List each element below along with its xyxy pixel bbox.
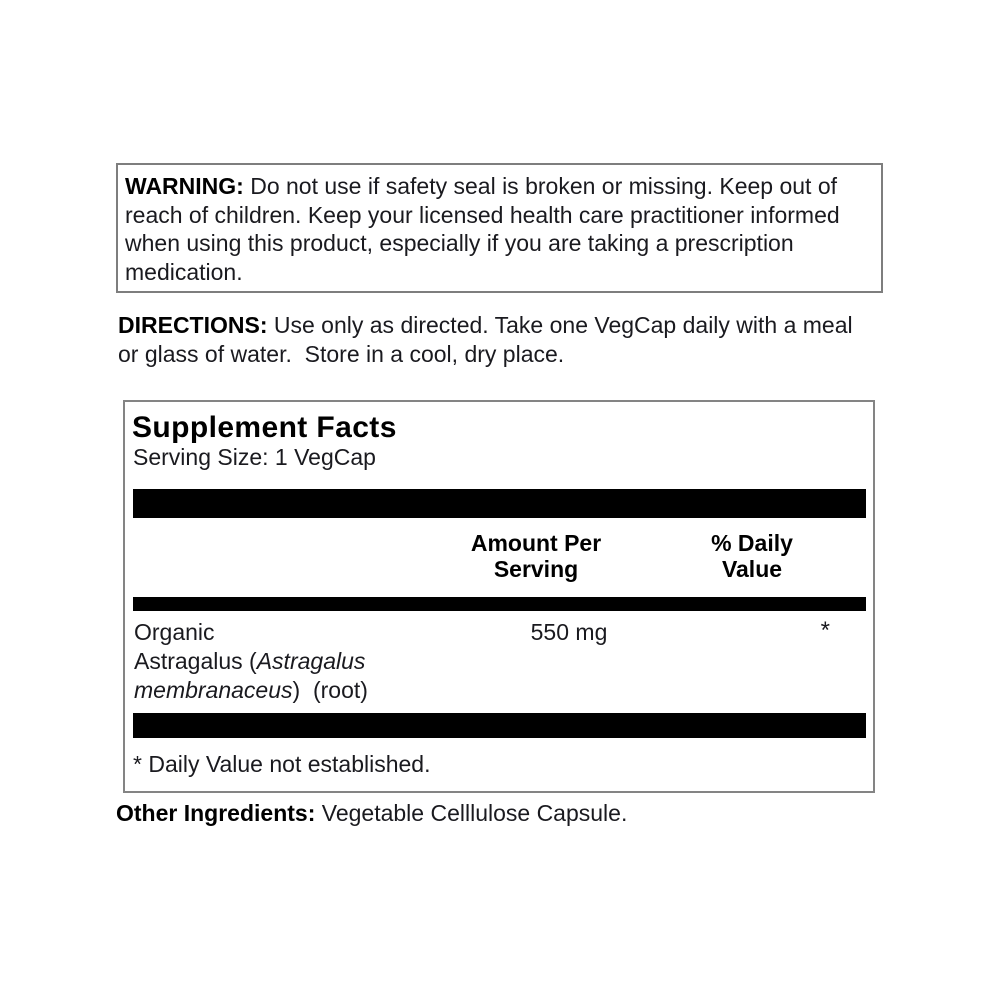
directions-text (118, 311, 864, 369)
warning-text (125, 172, 873, 286)
ingredient-name-line2 (134, 647, 368, 676)
ingredient-amount: 550 mg (530, 619, 608, 645)
warning-body: Do not use if safety seal is broken or missing. Keep out of reach of children. Keep your licensed health care practitioner informed when using this product, especially if you are taking a prescription medication. (125, 173, 847, 285)
column-header-amount (436, 530, 636, 582)
directions-label: DIRECTIONS: (118, 312, 268, 338)
ingredient-name-line1-text: Organic (134, 619, 215, 645)
warning-box (116, 163, 883, 293)
other-ingredients-body: Vegetable Celllulose Capsule. (315, 800, 628, 826)
ingredient-name-line3-italic: membranaceus (134, 677, 293, 703)
warning-label: WARNING: (125, 173, 244, 199)
supplement-facts-title: Supplement Facts (132, 411, 397, 444)
other-ingredients (116, 799, 876, 827)
daily-value-footnote: * Daily Value not established. (133, 751, 431, 777)
column-header-dv-line2: Value (721, 556, 783, 582)
column-header-amount-line1: Amount Per (470, 530, 602, 556)
column-header-amount-line2: Serving (493, 556, 579, 582)
other-ingredients-label: Other Ingredients: (116, 800, 316, 826)
divider-bar-top (133, 489, 866, 518)
ingredient-name-line3 (134, 676, 368, 705)
directions-body: Use only as directed. Take one VegCap daily with a meal or glass of water. Store in a cool, dry place. (118, 312, 860, 367)
directions-section (118, 311, 864, 369)
ingredient-name (134, 618, 368, 705)
serving-size: Serving Size: 1 VegCap (133, 444, 376, 470)
supplement-facts-panel (123, 400, 875, 793)
divider-bar-header (133, 597, 866, 611)
ingredient-name-line1 (134, 618, 368, 647)
ingredient-daily-value: * (820, 617, 830, 644)
divider-bar-bottom (133, 713, 866, 738)
ingredient-name-line2-regular: Astragalus ( (134, 648, 257, 674)
ingredient-name-line3-regular: ) (root) (292, 677, 368, 703)
column-header-dv-line1: % Daily (711, 530, 793, 556)
column-header-daily-value (652, 530, 852, 582)
ingredient-name-line2-italic: Astragalus (256, 648, 366, 674)
